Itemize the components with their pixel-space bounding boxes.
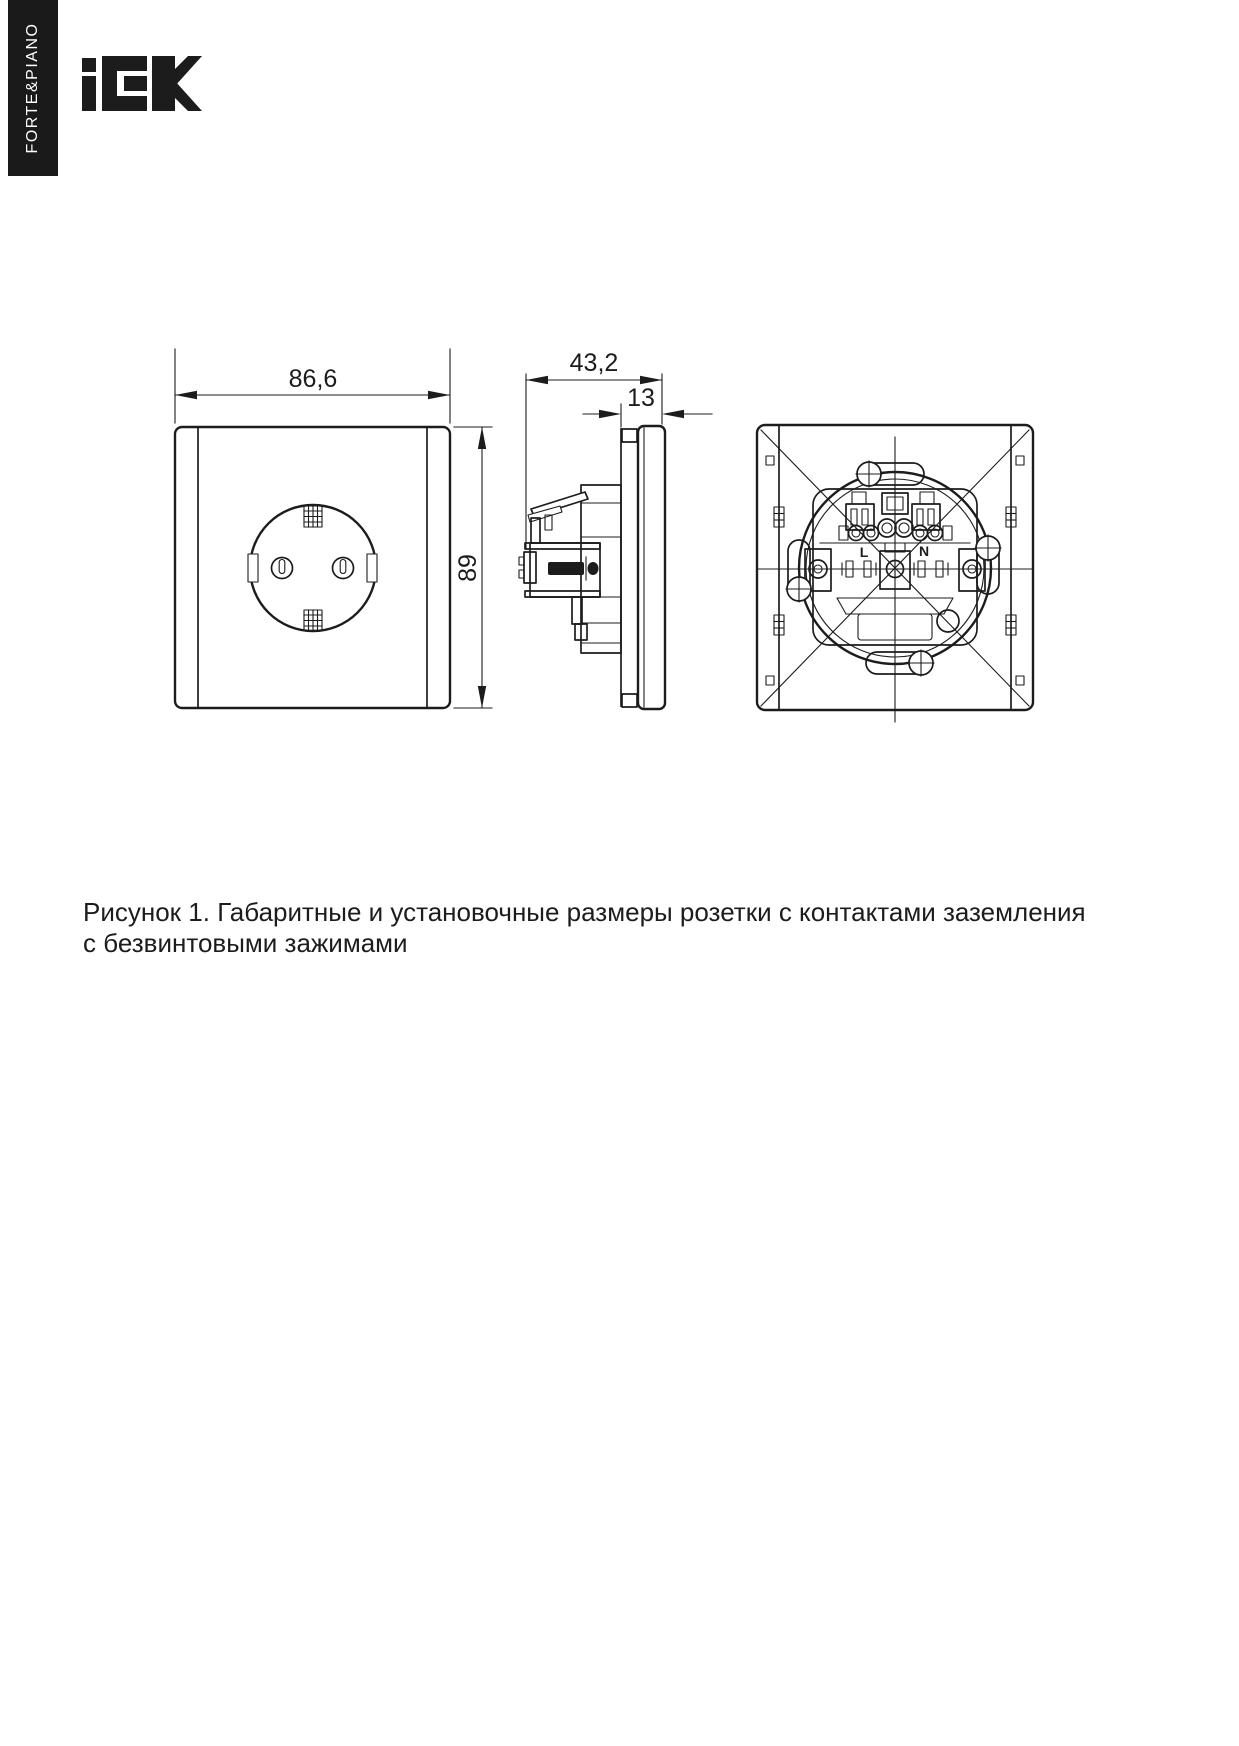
- dim-depth: [526, 349, 662, 548]
- side-view: [519, 349, 712, 709]
- dim-width: [175, 349, 450, 423]
- side-notch-left: [248, 554, 258, 582]
- neutral-terminal-label: N: [918, 543, 930, 559]
- height-dim-label: 89: [454, 554, 482, 582]
- earth-contact-top: [304, 506, 322, 527]
- live-terminal-label: L: [859, 544, 869, 560]
- caption-line-2: с безвинтовыми зажимами: [83, 928, 408, 958]
- series-label: FORTE&PIANO: [24, 22, 41, 154]
- caption-line-1: Рисунок 1. Габаритные и установочные размеры розетки с контактами заземления: [83, 897, 1086, 927]
- front-depth-dim-label: 13: [627, 384, 655, 412]
- figure-caption: [83, 897, 1203, 959]
- width-dim-label: 86,6: [288, 365, 338, 393]
- dim-height: [454, 427, 492, 708]
- dim-front-depth: [583, 384, 712, 427]
- claw-screw: [548, 557, 599, 580]
- pin-holes: [272, 558, 354, 579]
- back-view: [757, 425, 1033, 722]
- earth-contact-bottom: [304, 610, 322, 631]
- depth-dim-label: 43,2: [569, 349, 619, 377]
- side-notch-right: [367, 554, 377, 582]
- front-view: [175, 349, 492, 708]
